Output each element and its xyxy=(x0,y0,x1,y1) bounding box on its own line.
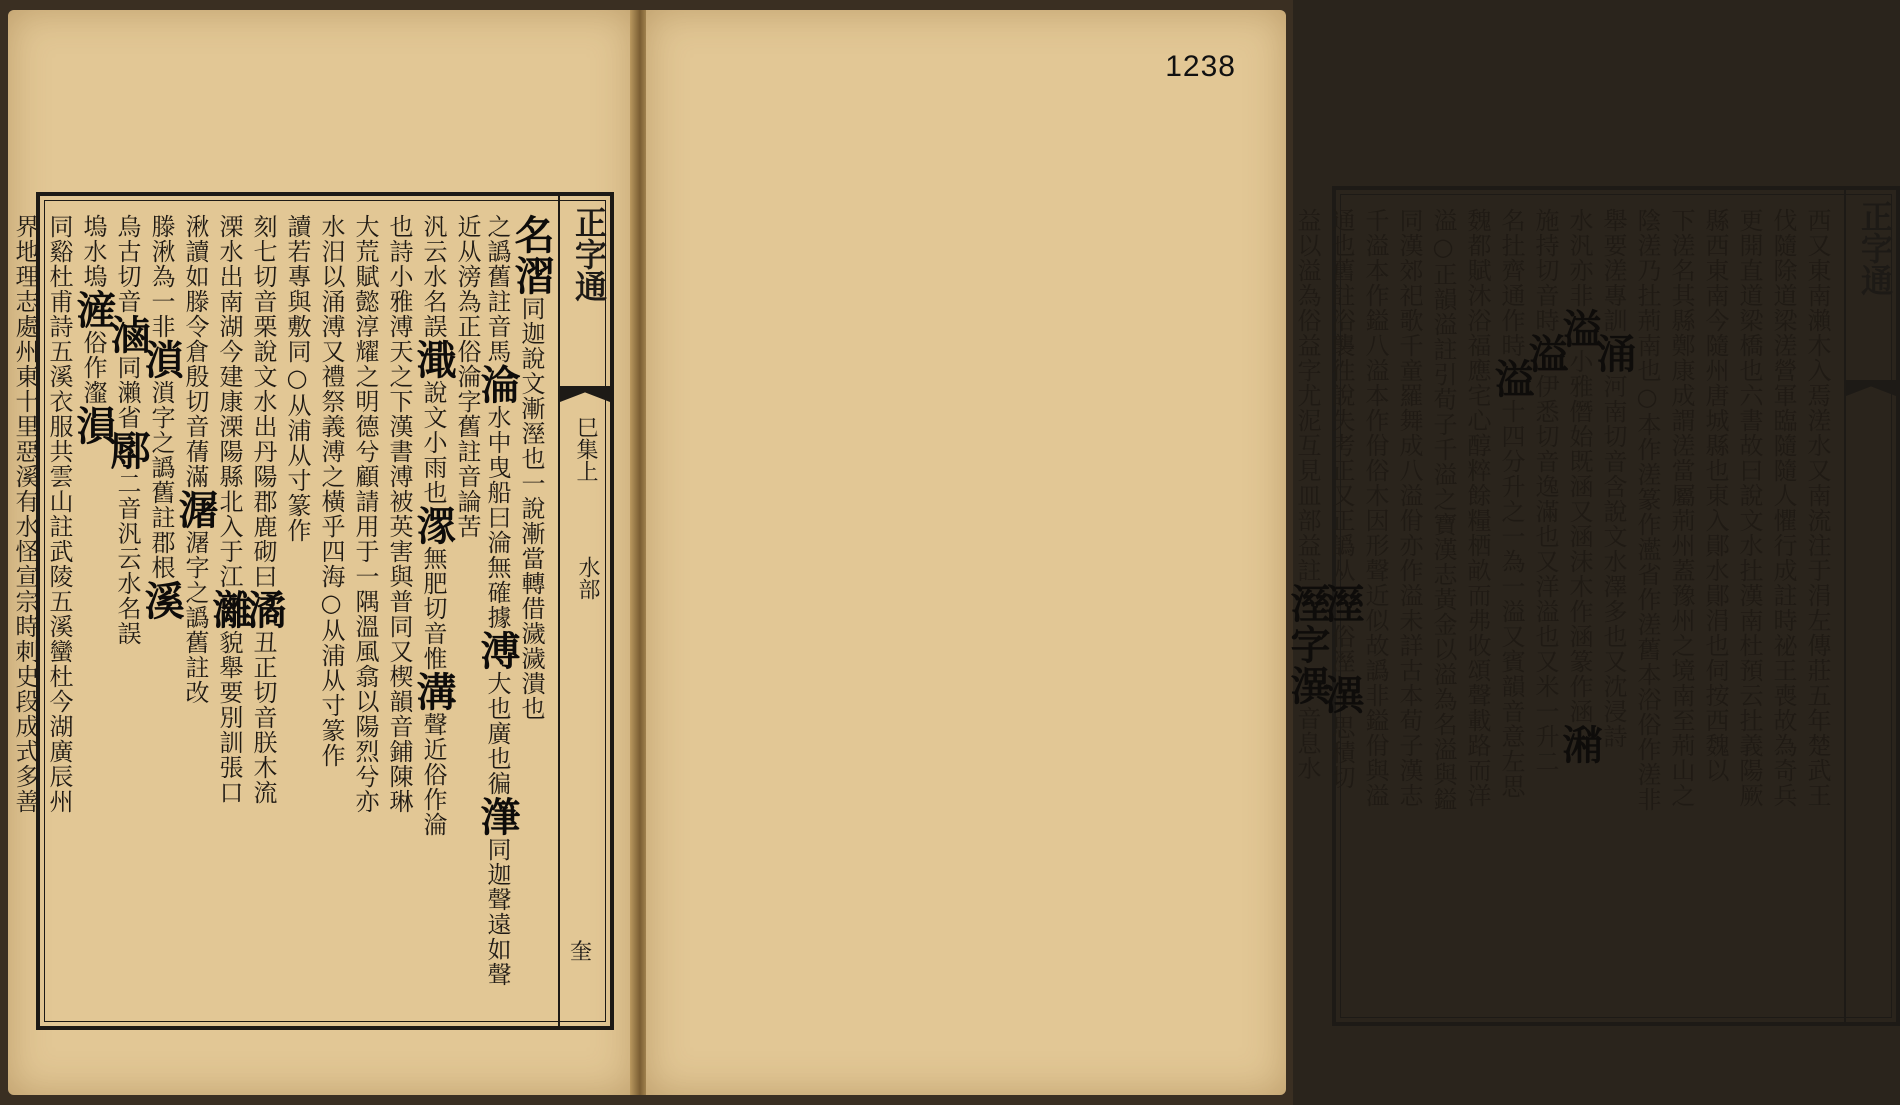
text-column xyxy=(10,214,40,1008)
headword: 涌 xyxy=(1590,333,1637,374)
headword: 潳 xyxy=(172,489,219,530)
text-column xyxy=(138,214,185,1008)
text-column xyxy=(1632,208,1662,1004)
gloss-text: 讀若專與敷同○从浦从寸篆作 xyxy=(283,214,311,543)
text-column xyxy=(1394,208,1424,1004)
right-page-margin-strip xyxy=(1844,190,1896,1022)
text-column xyxy=(1666,208,1696,1004)
headword: 潩 xyxy=(1284,665,1331,706)
gloss-text: 同迦說文漸溼也一說漸當轉借濊濊潰也 xyxy=(517,296,545,721)
text-column xyxy=(1428,208,1458,1004)
headword: 潲 xyxy=(1556,724,1603,765)
gloss-text: 小雅僭始既涵又涵沫木作涵篆作涵 xyxy=(1565,349,1593,724)
gloss-text: 河南切音含說文水澤多也又沈浸詩 xyxy=(1599,374,1627,749)
gloss-text: 十四分升之一為一溢又賓韻音意左思 xyxy=(1497,399,1525,799)
text-column xyxy=(1462,208,1492,1004)
headword: 潩 xyxy=(1318,674,1365,715)
gloss-text: 俗溼 xyxy=(1327,624,1355,674)
headword: 溳 xyxy=(70,405,117,446)
radical-label: 水部 xyxy=(575,556,600,600)
headword: 溼 xyxy=(1318,583,1365,624)
page-number: 1238 xyxy=(1165,50,1236,83)
gloss-text: 大荒賦懿淳耀之明德兮顧請用于一隅溫風翕以陽烈兮亦 xyxy=(351,214,379,814)
headword: 濈 xyxy=(410,339,457,380)
gloss-text: 陰溠乃扗荊南也○本作溠篆作灆省作溠舊本浴俗作溠非 xyxy=(1633,208,1661,812)
gloss-text: 施持切音時 xyxy=(1531,208,1559,333)
gloss-text: 界地理志處州東十里惡溪有水怪宣宗時刺史段成式多善 xyxy=(11,214,39,814)
gloss-text: 西又東南瀨木入焉溠水又南流注于涓左傳莊五年楚武王 xyxy=(1803,208,1831,808)
gloss-text: 溢○正韻溢註引荀子千溢之寶漢志黃金以溢為名溢與鎰 xyxy=(1429,208,1457,812)
headword: 淪 xyxy=(474,364,521,405)
left-page-frame xyxy=(11,192,614,1030)
gloss-text: 汎云水名誤 xyxy=(419,214,447,339)
gloss-text: 說文小雨也 xyxy=(419,380,447,505)
gloss-text: 音息水 xyxy=(1293,706,1321,781)
gloss-text: 水汎亦非 xyxy=(1565,208,1593,308)
left-text-block xyxy=(11,214,555,1008)
text-column xyxy=(1318,208,1365,1004)
gloss-text: 同漢郊祀歌千童羅舞成八溢佾亦作溢未詳古本荀子漢志 xyxy=(1395,208,1423,808)
text-column xyxy=(1802,208,1832,1004)
text-column xyxy=(1700,208,1730,1004)
gloss-text: 刻七切音栗說文水出丹陽郡鹿砌曰 xyxy=(249,214,277,589)
gloss-text: 烏古切音 xyxy=(113,214,141,314)
gloss-text: 溧水出南湖今建康溧陽縣北入于江 xyxy=(215,214,243,589)
right-text-block xyxy=(1284,208,1832,1004)
section-label: 巳集上 xyxy=(573,416,598,482)
gloss-text: 更開直道梁橋也六書故曰說文水扗漢南杜預云扗義陽厥 xyxy=(1735,208,1763,808)
text-column xyxy=(410,214,457,1008)
right-page-frame xyxy=(1284,186,1900,1026)
headword: 字 xyxy=(1284,624,1331,665)
folio-number: 奎 xyxy=(570,940,593,965)
headword: 滻 xyxy=(70,289,117,330)
gloss-text: 同瀨省 xyxy=(113,355,141,430)
headword: 溥 xyxy=(474,630,521,671)
right-page xyxy=(646,10,1894,1095)
headword: 溢 xyxy=(1522,333,1569,374)
gloss-text: 塢水塢 xyxy=(79,214,107,289)
gloss-text: 俗作瀣 xyxy=(79,330,107,405)
gloss-text: 也詩小雅溥天之下漢書溥被英害與普同又楔韻音鋪陳琳 xyxy=(385,214,413,814)
headword: 潈 xyxy=(410,505,457,546)
gloss-text: 無肥切音惟 xyxy=(419,546,447,671)
text-column xyxy=(44,214,74,1008)
gloss-text: 舉要溠專訓 xyxy=(1599,208,1627,333)
gloss-text: 縣西東南今隨州唐城縣也東入鄖水鄖涓也伺按西魏以 xyxy=(1701,208,1729,783)
fish-tail-mark xyxy=(1846,380,1896,396)
text-column xyxy=(1360,208,1390,1004)
headword: 潏 xyxy=(240,589,287,630)
right-book-title: 正字通 xyxy=(1856,200,1894,296)
gloss-text: 大也廣也徧 xyxy=(483,671,511,796)
text-column xyxy=(1556,208,1603,1004)
gloss-text: 丑正切音朕木流 xyxy=(249,630,277,805)
text-column xyxy=(1734,208,1764,1004)
headword: 鄏 xyxy=(104,430,151,471)
gloss-text: 魏都賦沐浴福應宅心醇粹餘糧栖畝而弗收頌聲載路而洋 xyxy=(1463,208,1491,808)
headword: 滷 xyxy=(104,314,151,355)
headword: 灕 xyxy=(206,589,253,630)
headword: 溼 xyxy=(1284,583,1331,624)
headword: 名 xyxy=(508,214,555,255)
gloss-text: 益以溢為俗益字尤泥互見皿部益註 xyxy=(1293,208,1321,583)
text-column xyxy=(1590,208,1637,1004)
left-book-title: 正字通 xyxy=(570,206,608,302)
gloss-text: 水中曳船曰淪無確據 xyxy=(483,405,511,630)
gloss-text: 同迦聲遠如聲近从滂為正俗淪字舊註音論苦 xyxy=(453,214,511,987)
gloss-text: 二音汎云水名誤 xyxy=(113,471,141,646)
headword: 溢 xyxy=(1488,358,1535,399)
gloss-text: 通也舊註浴襲徃說失考正又正譌从 xyxy=(1327,208,1355,583)
text-column xyxy=(240,214,287,1008)
headword: 溪 xyxy=(138,580,185,621)
text-column xyxy=(384,214,414,1008)
gloss-text: 思積切 xyxy=(1327,715,1355,790)
text-column xyxy=(508,214,555,1008)
gloss-text: 下溠名其縣鄭康成謂溠當屬荊州蓋豫州之境南至荊山之 xyxy=(1667,208,1695,808)
headword: 溑 xyxy=(138,339,185,380)
gloss-text: 同谿杜甫詩五溪衣服共雲山註武陵五溪蠻杜今湖廣辰州 xyxy=(45,214,73,814)
text-column xyxy=(452,214,521,1008)
fish-tail-mark xyxy=(560,386,610,402)
gloss-text: 聲近俗作淪 xyxy=(419,712,447,837)
gloss-text: 名扗齊通作時 xyxy=(1497,208,1525,358)
gloss-text: 千溢本作鎰八溢本作佾俗木因形聲近似故譌非鎰佾與溢 xyxy=(1361,208,1389,808)
text-column xyxy=(1488,208,1535,1004)
text-column xyxy=(1768,208,1798,1004)
gloss-text: 伊悉切音逸滿也又洋溢也又米一升二 xyxy=(1531,374,1559,774)
gloss-text: 湫讀如滕令倉殷切音蒨滿 xyxy=(181,214,209,489)
gloss-text: 貌舉要別訓張口 xyxy=(215,630,243,805)
gloss-text: 潳字之譌舊註改 xyxy=(181,530,209,705)
gloss-text: 伐隨除道梁溠營軍臨隨隨人懼行成註時祕王喪故為奇兵 xyxy=(1769,208,1797,808)
gloss-text: 滕湫為一非 xyxy=(147,214,175,339)
left-page xyxy=(8,10,634,1095)
left-page-margin-strip xyxy=(558,196,610,1026)
text-column xyxy=(316,214,346,1008)
text-column xyxy=(350,214,380,1008)
text-column xyxy=(282,214,312,1008)
headword: 溝 xyxy=(410,671,457,712)
headword: 漝 xyxy=(508,255,555,296)
headword: 潷 xyxy=(474,796,521,837)
gloss-text: 水汨以涌溥又禮祭義溥之橫乎四海○从浦从寸篆作 xyxy=(317,214,345,768)
gloss-text: 溑字之譌舊註郡根 xyxy=(147,380,175,580)
headword: 溢 xyxy=(1556,308,1603,349)
gloss-text: 之譌舊註音馬 xyxy=(483,214,511,364)
